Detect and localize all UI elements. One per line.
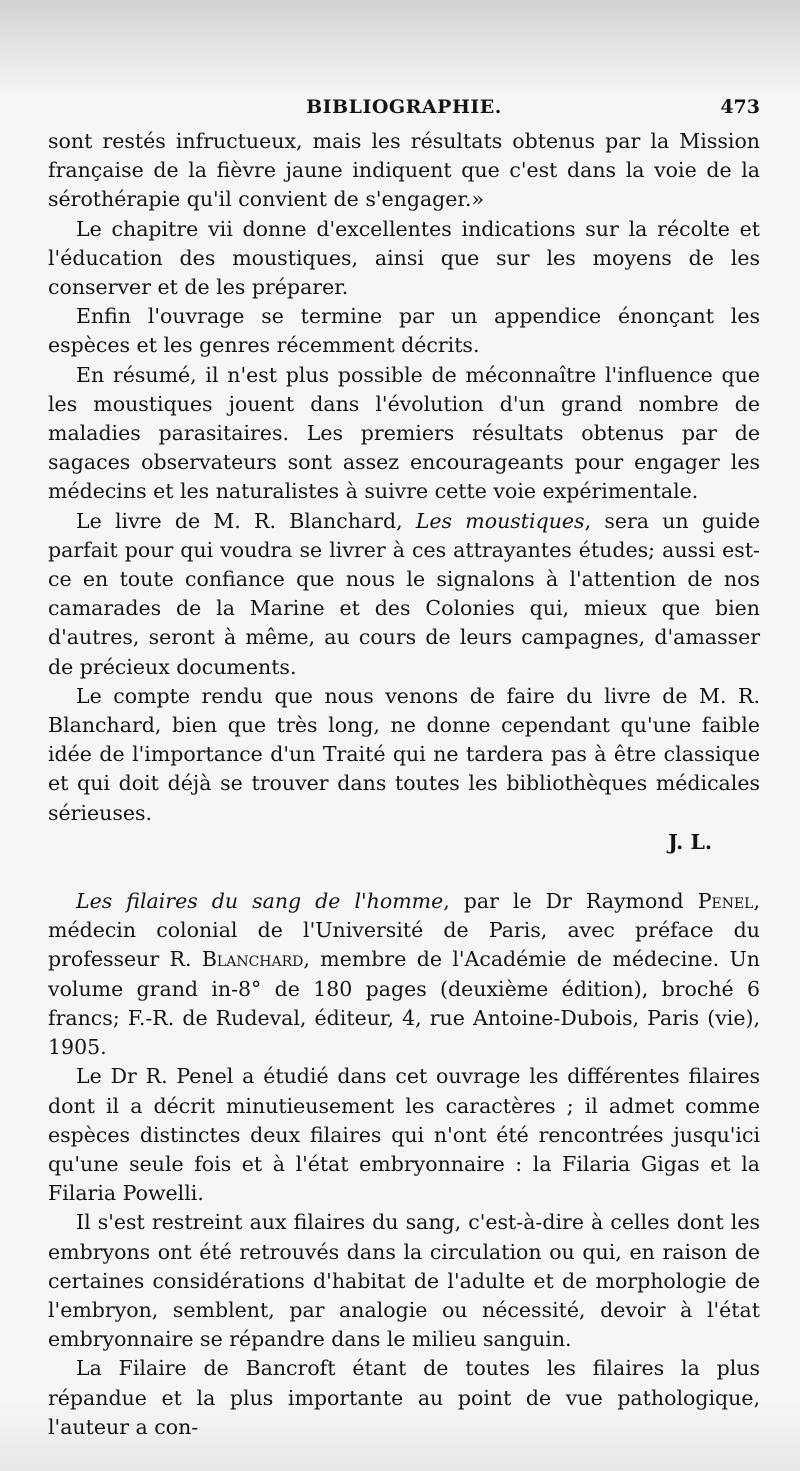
scan-shadow-top <box>0 0 800 95</box>
paragraph: Il s'est restreint aux filaires du sang, c'est-à-dire à celles dont les embryons ont été retrouvés dans la circulation ou qui, en raison de certaines considérations d'habitat de l'adulte et de morphologie de l'embryon, semblent, par analogie ou nécessité, devoir à l'état embryonnaire se répandre dans le milieu sanguin. <box>48 1210 760 1352</box>
text-run: , médecin colonial de l'Université de Paris, avec préface du professeur R. <box>48 889 760 972</box>
book-page <box>48 93 760 1442</box>
paragraph: Le Dr R. Penel a étudié dans cet ouvrage les différentes filaires dont il a décrit minutieusement les caractères ; il admet comme espèces distinctes deux filaires qui n'ont été rencontrées jusqu'ici qu'une seule fois et à l'état embryonnaire : la Filaria Gigas et la Filaria Powelli. <box>48 1064 760 1206</box>
book-title: Les filaires du sang de l'homme <box>76 889 444 914</box>
paragraph: Le compte rendu que nous venons de faire du livre de M. R. Blanchard, bien que très long, ne donne cependant qu'une faible idée de l'importance d'un Traité qui ne tardera pas à être classique et qui doit déjà se trouver dans toutes les bibliothèques médicales sérieuses. <box>48 683 760 825</box>
paragraph: Le chapitre vii donne d'excellentes indications sur la récolte et l'éducation des moustiques, ainsi que sur les moyens de les conserver et de les préparer. <box>48 216 760 300</box>
page-number: 473 <box>720 96 760 118</box>
paragraph: sont restés infructueux, mais les résultats obtenus par la Mission française de la fièvre jaune indiquent que c'est dans la voie de la sérothérapie qu'il convient de s'engager.» <box>48 129 760 212</box>
paragraph: La Filaire de Bancroft étant de toutes les filaires la plus répandue et la plus importante au point de vue pathologique, l'auteur a con- <box>48 1356 760 1439</box>
text-run: , par le Dr Raymond <box>443 889 698 914</box>
bibliographic-entry <box>48 887 760 1062</box>
book-title: Les moustiques <box>415 508 585 533</box>
text-run: , sera un guide parfait pour qui voudra se livrer à ces attrayantes études; aussi est-ce en toute confiance que nous le signalons à l'attention de nos camarades de la Marine et des Colonies qui, mieux que bien d'autres, seront à même, au cours de leurs campagnes, d'amasser de précieux documents. <box>48 508 760 679</box>
text-run: Le livre de M. R. Blanchard, <box>76 508 416 533</box>
paragraph <box>48 507 760 682</box>
preface-author-name: Blanchard <box>201 947 304 972</box>
paragraph: Enfin l'ouvrage se termine par un appendice énonçant les espèces et les genres récemment décrits. <box>48 304 760 358</box>
text-run: , membre de l'Académie de médecine. Un volume grand in-8° de 180 pages (deuxième édition), broché 6 francs; F.-R. de Rudeval, éditeur, 4, rue Antoine-Dubois, Paris (vie), 1905. <box>48 947 760 1060</box>
author-name: Penel <box>697 889 754 914</box>
paragraph: En résumé, il n'est plus possible de méconnaître l'influence que les moustiques jouent dans l'évolution d'un grand nombre de maladies parasitaires. Les premiers résultats obtenus par de sagaces observateurs sont assez encourageants pour engager les médecins et les naturalistes à suivre cette voie expérimentale. <box>48 362 760 504</box>
signature: J. L. <box>668 829 712 854</box>
running-title: BIBLIOGRAPHIE. <box>306 96 502 118</box>
running-head <box>48 93 760 127</box>
